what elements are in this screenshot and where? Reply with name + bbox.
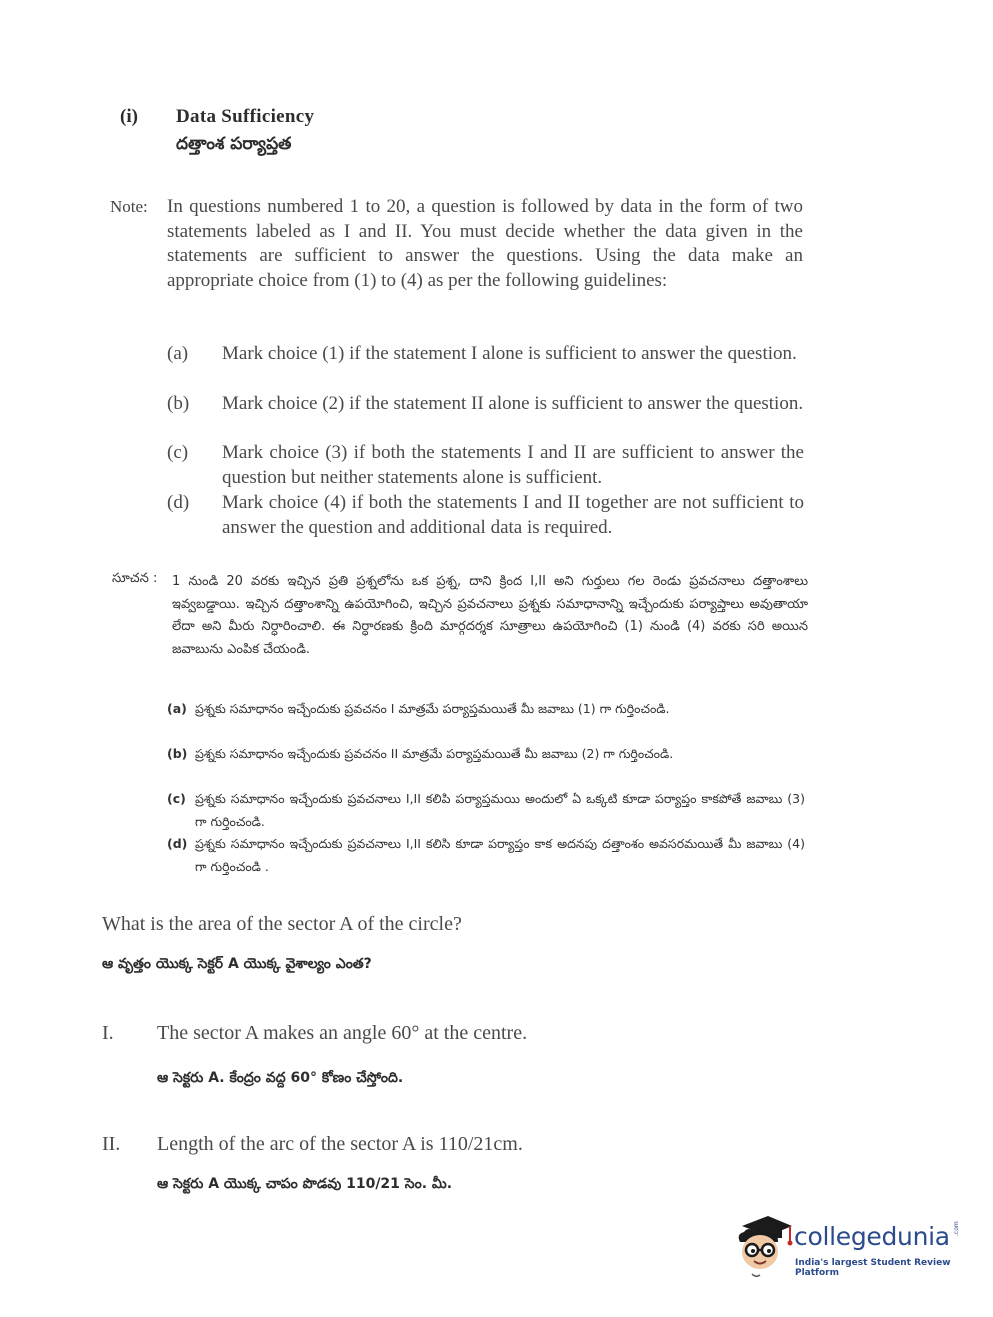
guideline-label: (d) (167, 836, 188, 851)
statement-text-telugu: ఆ సెక్టరు A యొక్క చాపం పొడవు 110/21 సెం. మీ. (157, 1176, 453, 1192)
guideline-text: Mark choice (3) if both the statements I and II are sufficient to answer the question but neither statements alone is sufficient. (222, 442, 804, 488)
note-label: Note: (110, 197, 148, 216)
logo-wordmark: collegedunia (794, 1222, 950, 1251)
guideline-label: (d) (167, 492, 190, 513)
question-text-telugu: ఆ వృత్తం యొక్క సెక్టర్ A యొక్క వైశాల్యం ఎంత? (102, 956, 372, 972)
guideline-label: (b) (167, 393, 190, 414)
guideline-label: (a) (167, 343, 189, 364)
statement-text: Length of the arc of the sector A is 110/21cm. (157, 1133, 523, 1155)
question-text: What is the area of the sector A of the circle? (102, 913, 462, 935)
section-number: (i) (120, 106, 138, 127)
statement-text-telugu: ఆ సెక్టరు A. కేంద్రం వద్ద 60° కోణం చేస్తోంది. (157, 1070, 404, 1086)
section-title: Data Sufficiency (176, 106, 315, 127)
guideline-label: (c) (167, 442, 189, 463)
guideline-label: (c) (167, 791, 186, 806)
statement-number: II. (102, 1133, 121, 1155)
guideline-text: Mark choice (1) if the statement I alone is sufficient to answer the question. (222, 343, 797, 364)
guideline-label: (b) (167, 746, 188, 761)
note-text: In questions numbered 1 to 20, a question is followed by data in the form of two statements labeled as I and II. You must decide whether the data given in the statements are sufficient to answer the questions. Using the data make an appropriate choice from (1) to (4) as per the following guidelines: (167, 196, 803, 291)
guideline-text: Mark choice (2) if the statement II alone is sufficient to answer the question. (222, 393, 804, 414)
statement-number: I. (102, 1022, 114, 1044)
guideline-text: Mark choice (4) if both the statements I and II together are not sufficient to answer the question and additional data is required. (222, 492, 804, 538)
guideline-text: ప్రశ్నకు సమాధానం ఇచ్చేందుకు ప్రవచనం II మాత్రమే పర్యాప్తమయితే మీ జవాబు (2) గా గుర్తించండి. (195, 746, 674, 761)
section-title-telugu: దత్తాంశ పర్యాప్తత (176, 134, 292, 154)
collegedunia-mascot-icon (734, 1212, 794, 1282)
logo-domain-suffix: .com (953, 1221, 960, 1236)
logo-tagline: India's largest Student Review Platform (795, 1258, 951, 1278)
guideline-text: ప్రశ్నకు సమాధానం ఇచ్చేందుకు ప్రవచనం I మాత్రమే పర్యాప్తమయితే మీ జవాబు (1) గా గుర్తించండి. (195, 701, 670, 716)
guideline-text: ప్రశ్నకు సమాధానం ఇచ్చేందుకు ప్రవచనాలు I,II కలిపి పర్యాప్తమయి అందులో ఏ ఒక్కటి కూడా పర్యాప్తం కాకపోతే జవాబు (3) గా గుర్తించండి. (195, 791, 805, 829)
guideline-text: ప్రశ్నకు సమాధానం ఇచ్చేందుకు ప్రవచనాలు I,II కలిసి కూడా పర్యాప్తం కాక అదనపు దత్తాంశం అవసరమయితే మీ జవాబు (4) గా గుర్తించండి . (195, 836, 805, 874)
guideline-label: (a) (167, 701, 187, 716)
statement-text: The sector A makes an angle 60° at the centre. (157, 1022, 528, 1044)
note-label-telugu: సూచన : (112, 571, 158, 586)
note-text-telugu: 1 నుండి 20 వరకు ఇచ్చిన ప్రతి ప్రశ్నలోను ఒక ప్రశ్న, దాని క్రింద I,II అని గుర్తులు గల రెండు ప్రవచనాలు దత్తాంశాలు ఇవ్వబడ్డాయి. ఇచ్చిన దత్తాంశాన్ని ఉపయోగించి, ఇచ్చిన ప్రవచనాలు ప్రశ్నకు సమాధానాన్ని ఇచ్చేందుకు పర్యాప్తాలు అవుతాయా లేదా అని మీరు నిర్ధారించాలి. ఈ నిర్ధారణకు క్రింది మార్గదర్శక సూత్రాలు ఉపయోగించి (1) నుండి (4) వరకు సరి అయిన జవాబును ఎంపిక చేయండి. (172, 574, 808, 657)
